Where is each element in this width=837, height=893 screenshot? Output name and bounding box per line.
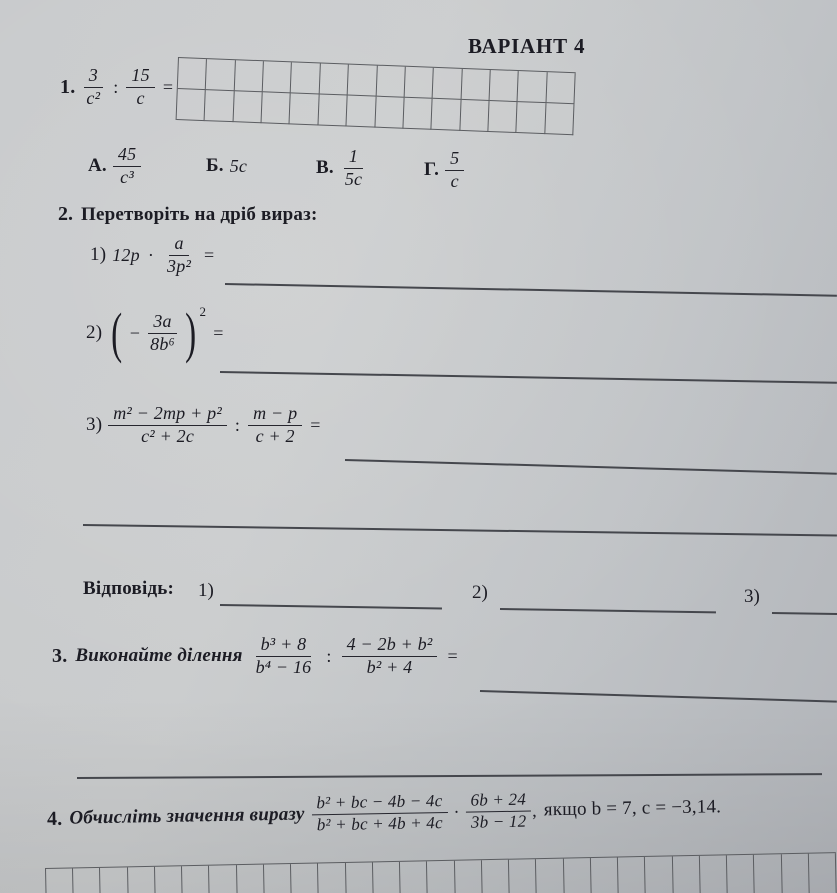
fraction — [465, 791, 531, 832]
answer3-label: 3) — [744, 586, 760, 607]
fraction-denominator: b² + 4 — [366, 656, 413, 677]
fraction-numerator: 3 — [84, 66, 103, 87]
fraction-denominator: c — [450, 170, 459, 191]
answer-cell — [206, 59, 236, 91]
answer-cell — [291, 864, 319, 893]
answer-cell — [400, 861, 428, 893]
item1-label: 1) — [90, 244, 107, 265]
problem3-row — [52, 628, 458, 684]
answer-cell — [182, 866, 210, 893]
answer-line-problem3 — [480, 690, 837, 702]
open-paren: ( — [111, 301, 123, 364]
answer-cell — [376, 66, 406, 98]
fraction-denominator: 5c — [344, 168, 363, 189]
answer-cell — [319, 63, 349, 95]
fraction — [251, 635, 317, 677]
fraction — [248, 404, 302, 446]
problem4-row — [47, 781, 722, 845]
answer-cell — [672, 856, 700, 893]
answer-cell — [546, 72, 576, 104]
answer-cell — [618, 857, 646, 893]
choice-g-label: Г. — [424, 159, 440, 180]
answer-cell — [518, 71, 548, 103]
fraction — [311, 792, 448, 834]
answers-label: Відповідь: — [83, 578, 175, 599]
answers-row — [83, 578, 174, 600]
problem2-statement: Перетворіть на дріб вираз: — [81, 203, 318, 225]
answer-cell — [128, 867, 156, 893]
answer-cell — [318, 94, 348, 126]
answer3-line — [772, 612, 837, 615]
answer-cell — [262, 92, 292, 124]
problem1-number: 1. — [60, 75, 76, 98]
answer-cell — [73, 868, 101, 893]
answer-cell — [563, 858, 591, 893]
equals-sign: = — [310, 414, 321, 435]
answer-cell — [237, 865, 265, 893]
division-colon: : — [326, 645, 332, 666]
equals-sign: = — [162, 76, 174, 97]
answer-cell — [433, 68, 463, 100]
answer-line-continuation — [83, 524, 837, 536]
answer-line-item2 — [220, 371, 837, 383]
problem1-answer-grid — [176, 57, 576, 135]
answer-cell — [460, 100, 490, 132]
answer-cell — [781, 854, 809, 893]
problem2-header — [58, 203, 318, 226]
answer-cell — [46, 868, 74, 893]
answer-cell — [209, 865, 237, 893]
answer-line-item3 — [345, 459, 837, 474]
equals-sign: = — [204, 244, 215, 265]
multiplication-dot: · — [453, 801, 460, 822]
fraction-denominator: c³ — [120, 166, 134, 187]
answer-cell — [155, 866, 183, 893]
choice-b-label: Б. — [206, 155, 224, 176]
fraction-numerator: m² − 2mp + p² — [108, 404, 227, 425]
answer-cell — [290, 93, 320, 125]
choice-v-label: В. — [316, 157, 334, 178]
problem4-answer-grid — [45, 852, 837, 893]
fraction-denominator: b² + bc + 4b + 4c — [316, 812, 443, 834]
fraction — [108, 404, 227, 446]
fraction-denominator: c + 2 — [255, 425, 295, 446]
problem4-number: 4. — [46, 807, 63, 830]
choice-a — [88, 138, 141, 194]
problem2-number: 2. — [58, 203, 73, 225]
answer-cell — [178, 58, 208, 90]
answer1-label: 1) — [198, 580, 214, 601]
equals-sign: = — [213, 322, 224, 343]
choice-b-value: 5c — [229, 155, 248, 176]
answer-cell — [461, 69, 491, 101]
fraction-denominator: 3p² — [167, 255, 192, 276]
answer-cell — [488, 101, 518, 133]
answer2-line — [500, 608, 716, 613]
fraction-numerator: m − p — [248, 404, 302, 425]
item1-lead: 12p — [112, 244, 140, 265]
item2-label: 2) — [86, 322, 103, 343]
answer-cell — [700, 855, 728, 893]
fraction — [162, 234, 196, 276]
problem2-item3 — [86, 396, 321, 454]
answer-cell — [318, 863, 346, 893]
answer-cell — [404, 67, 434, 99]
item3-label: 3) — [86, 414, 103, 435]
answer-cell — [263, 61, 293, 93]
answer2-label: 2) — [472, 582, 488, 603]
fraction-numerator: 4 − 2b + b² — [342, 635, 438, 656]
problem2-item2 — [86, 302, 224, 364]
fraction-denominator: c — [136, 87, 145, 108]
problem4-statement: Обчисліть значення виразу — [69, 803, 305, 829]
fraction — [113, 145, 141, 187]
fraction-numerator: a — [169, 234, 188, 255]
problem3-number: 3. — [52, 644, 68, 667]
choice-v — [316, 140, 367, 196]
page-title: ВАРІАНТ 4 — [468, 34, 586, 58]
answer-cell — [264, 864, 292, 893]
choice-g — [424, 142, 464, 198]
answer-cell — [403, 98, 433, 130]
minus-sign: − — [129, 322, 141, 343]
fraction-numerator: b² + bc − 4b − 4c — [311, 792, 447, 815]
close-paren: ) — [185, 301, 197, 364]
answer-cell — [347, 96, 377, 128]
fraction-denominator: c² — [86, 87, 101, 108]
fraction — [445, 149, 464, 191]
answer-cell — [100, 867, 128, 893]
answer-cell — [489, 70, 519, 102]
exponent: 2 — [199, 304, 207, 319]
answer-cell — [482, 860, 510, 893]
answer-cell — [455, 860, 483, 893]
comma: , — [531, 799, 537, 821]
choice-b — [206, 152, 247, 180]
answer-cell — [177, 89, 207, 121]
answer-cell — [509, 859, 537, 893]
fraction-numerator: 45 — [113, 145, 141, 166]
answer-cell — [205, 90, 235, 122]
answer-cell — [375, 97, 405, 129]
answer-cell — [346, 862, 374, 893]
fraction-denominator: 8b⁶ — [150, 333, 175, 354]
answer-line-continuation2 — [77, 773, 822, 778]
answer-cell — [373, 862, 401, 893]
answer-cell — [754, 854, 782, 893]
fraction-numerator: 5 — [445, 149, 464, 170]
fraction-numerator: b³ + 8 — [256, 635, 312, 656]
fraction — [342, 635, 438, 677]
answer-cell — [517, 102, 547, 134]
answer-cell — [591, 857, 619, 893]
fraction-denominator: b⁴ − 16 — [255, 656, 312, 677]
answer-cell — [233, 91, 263, 123]
answer-cell — [727, 855, 755, 893]
answer-cell — [645, 856, 673, 893]
answer1-line — [220, 604, 442, 609]
multiplication-dot: · — [147, 244, 155, 265]
answer-cell — [432, 99, 462, 131]
choice-a-label: А. — [88, 155, 107, 176]
fraction-numerator: 6b + 24 — [465, 791, 531, 812]
fraction — [145, 312, 180, 354]
fraction-denominator: 3b − 12 — [470, 811, 527, 832]
answer-cell — [291, 62, 321, 94]
answer-line-item1 — [225, 283, 837, 296]
fraction — [81, 66, 105, 108]
answer-cell — [348, 65, 378, 97]
fraction-denominator: c² + 2c — [141, 425, 195, 446]
answer-cell — [545, 103, 575, 135]
answer-cell — [809, 853, 837, 893]
division-colon: : — [113, 76, 119, 97]
fraction — [340, 147, 367, 189]
answer-cell — [427, 861, 455, 893]
fraction-numerator: 3a — [148, 312, 176, 333]
fraction-numerator: 1 — [344, 147, 363, 168]
equals-sign: = — [447, 645, 458, 666]
problem1-expression — [60, 60, 173, 114]
problem4-condition: якщо b = 7, c = −3,14. — [543, 796, 722, 821]
division-colon: : — [234, 414, 241, 435]
answer-cell — [234, 60, 264, 92]
fraction-numerator: 15 — [126, 66, 154, 87]
answer-cell — [536, 859, 564, 893]
problem3-statement: Виконайте ділення — [75, 645, 243, 666]
fraction — [126, 66, 154, 108]
problem2-item1 — [90, 230, 214, 280]
